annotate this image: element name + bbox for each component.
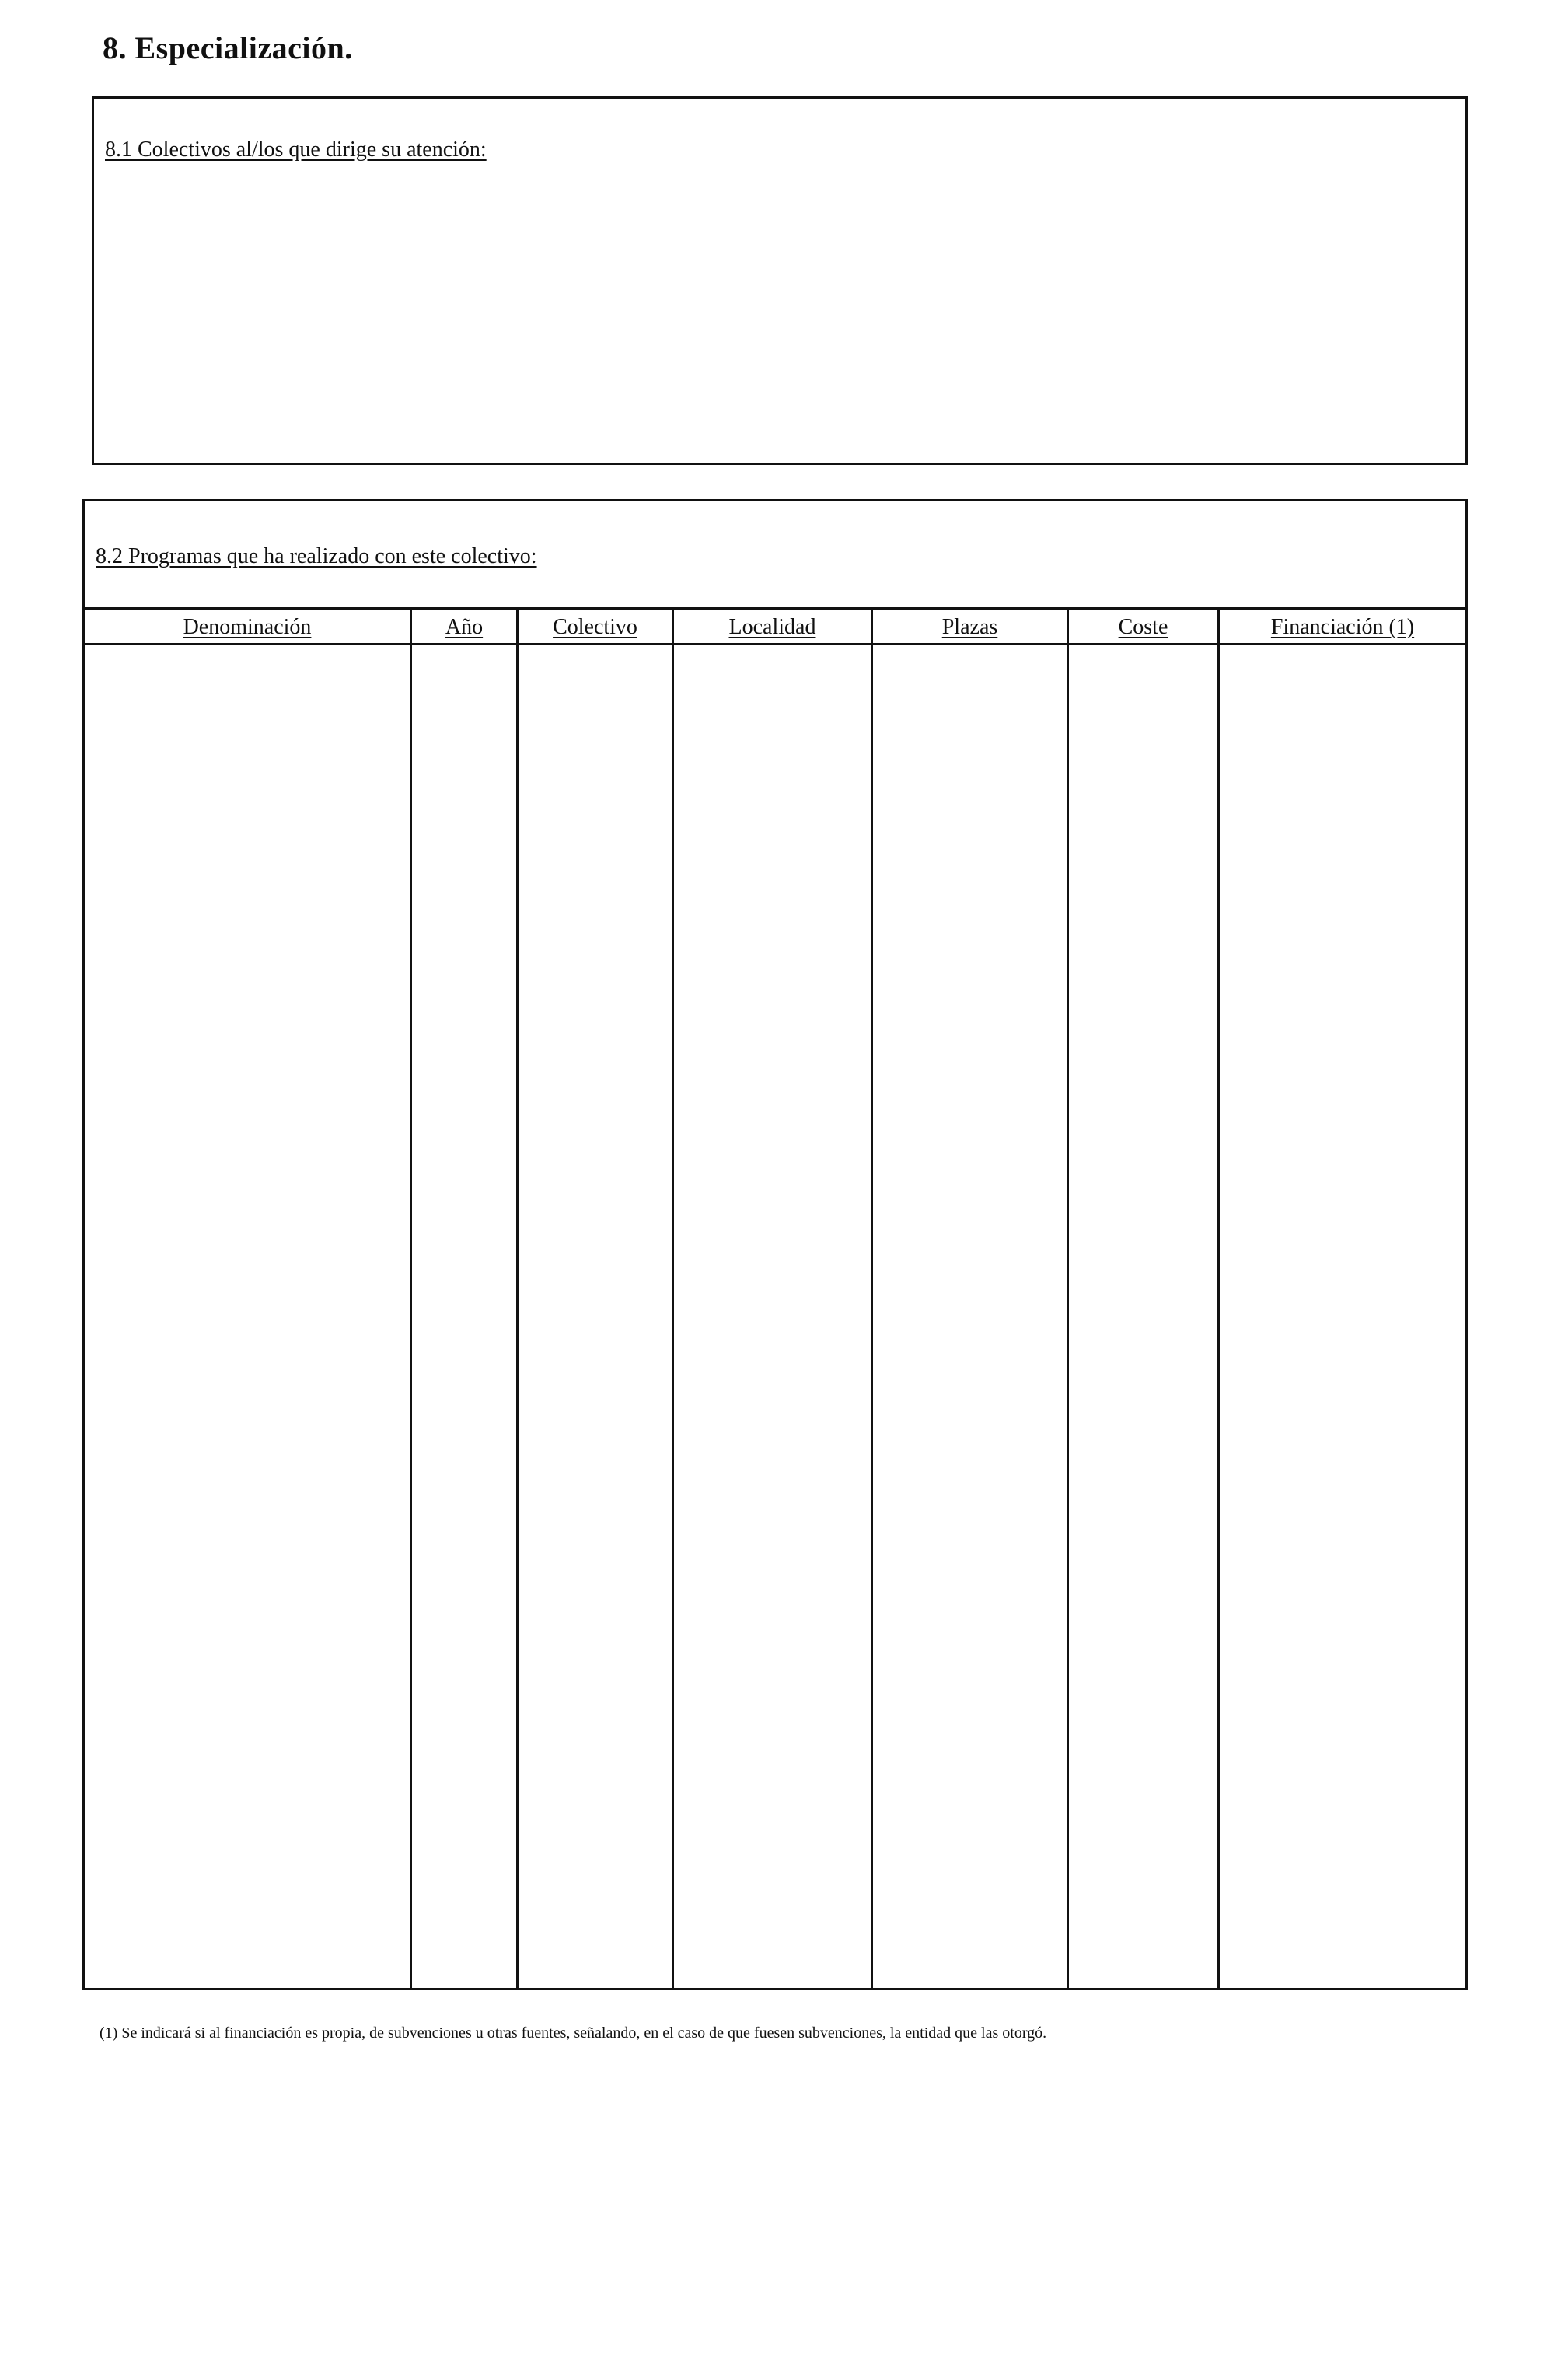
collectives-label: 8.1 Colectivos al/los que dirige su atención: (105, 138, 487, 162)
column-header-coste: Coste (1069, 610, 1220, 645)
column-cell-plazas[interactable] (873, 645, 1069, 1988)
column-header-denominacion: Denominación (85, 610, 412, 645)
section-title: 8. Especialización. (103, 30, 353, 65)
column-header-plazas: Plazas (873, 610, 1069, 645)
footnote: (1) Se indicará si al financiación es propia, de subvenciones u otras fuentes, señalando, en el caso de que fuesen subvenciones, la entidad que las otorgó. (100, 2024, 1047, 2042)
programs-table (85, 607, 1465, 1988)
column-cell-ano[interactable] (412, 645, 519, 1988)
collectives-box[interactable] (92, 96, 1468, 465)
programs-label: 8.2 Programas que ha realizado con este colectivo: (96, 544, 537, 568)
column-cell-colectivo[interactable] (519, 645, 674, 1988)
column-cell-localidad[interactable] (674, 645, 873, 1988)
column-header-ano: Año (412, 610, 519, 645)
column-header-financiacion: Financiación (1) (1220, 610, 1465, 645)
column-cell-financiacion[interactable] (1220, 645, 1465, 1988)
programs-box (82, 499, 1468, 1990)
column-cell-denominacion[interactable] (85, 645, 412, 1988)
column-header-colectivo: Colectivo (519, 610, 674, 645)
column-cell-coste[interactable] (1069, 645, 1220, 1988)
column-header-localidad: Localidad (674, 610, 873, 645)
